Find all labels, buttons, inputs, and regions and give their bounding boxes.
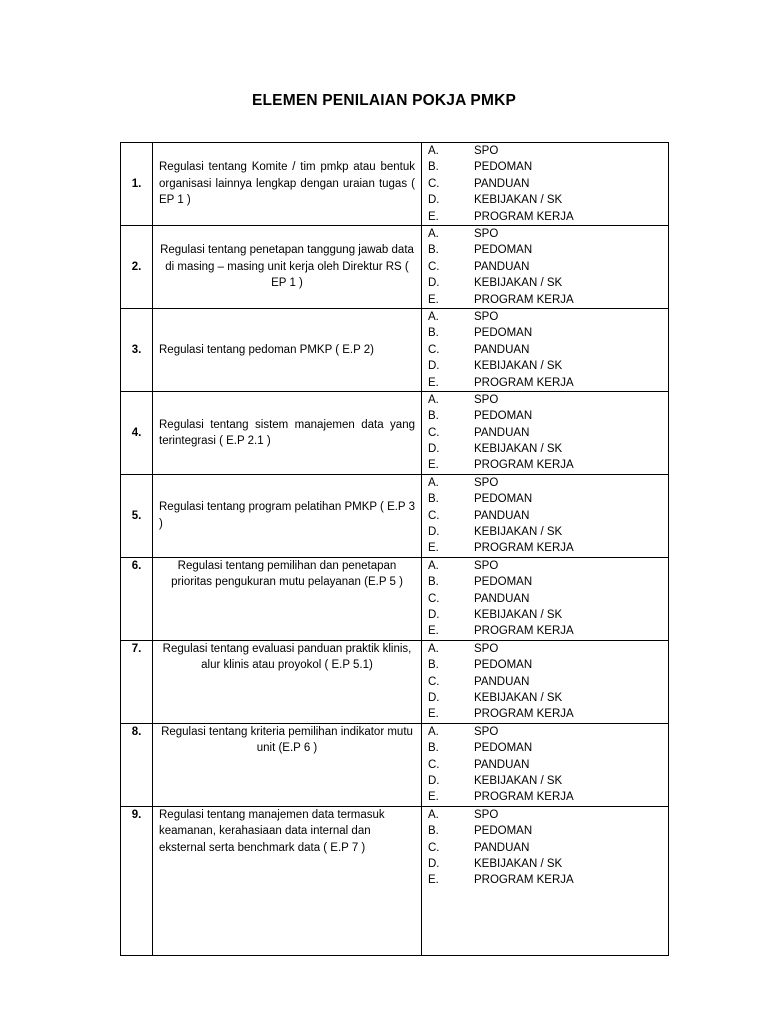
option-label: PROGRAM KERJA [474,791,574,804]
regulation-text: Regulasi tentang pedoman PMKP ( E.P 2) [159,343,375,356]
option-letter: E. [428,874,439,887]
option-letter: A. [428,559,439,572]
option-item [428,840,668,856]
option-list [422,723,669,806]
table-row [121,723,669,806]
option-item [428,508,668,524]
option-letter: D. [428,277,440,290]
option-label: PEDOMAN [474,161,533,174]
option-letter: A. [428,393,439,406]
option-label: PEDOMAN [474,244,533,257]
option-label: SPO [474,642,499,655]
option-letter: C. [428,426,440,439]
option-letter: B. [428,659,439,672]
option-letter: E. [428,625,439,638]
option-letter: A. [428,145,439,157]
option-item [428,674,668,690]
option-letter: D. [428,526,440,539]
table-row [121,143,669,226]
regulation-text: Regulasi tentang sistem manajemen data yang terintegrasi ( E.P 2.1 ) [159,418,415,447]
option-letter: E. [428,293,439,306]
option-item [428,641,668,657]
option-label: SPO [474,145,499,157]
option-list [422,226,669,309]
option-letter: E. [428,376,439,389]
option-item [428,275,668,291]
row-number: 2. [121,226,153,309]
option-label: PROGRAM KERJA [474,210,574,223]
regulation-text: Regulasi tentang program pelatihan PMKP ( E.P 3 ) [159,501,415,530]
option-item [428,242,668,258]
option-letter: C. [428,177,440,190]
option-letter: A. [428,476,439,489]
table-row [121,557,669,640]
option-letter: B. [428,742,439,755]
option-letter: D. [428,691,440,704]
option-label: PANDUAN [474,509,530,522]
option-list [422,308,669,391]
option-letter: B. [428,161,439,174]
table-row [121,640,669,723]
option-label: PEDOMAN [474,576,533,589]
regulation-text: Regulasi tentang pemilihan dan penetapan prioritas pengukuran mutu pelayanan (E.P 5 ) [171,559,403,589]
option-item [428,540,668,556]
option-item [428,159,668,175]
option-letter: D. [428,857,440,870]
option-label: PANDUAN [474,841,530,854]
option-label: PROGRAM KERJA [474,459,574,472]
option-letter: B. [428,410,439,423]
option-list [422,806,669,955]
option-list [422,640,669,723]
option-item [428,807,668,823]
option-item [428,441,668,457]
option-letter: E. [428,210,439,223]
option-label: KEBIJAKAN / SK [474,194,563,207]
option-letter: A. [428,808,439,821]
row-number: 6. [121,557,153,640]
option-item [428,823,668,839]
option-label: KEBIJAKAN / SK [474,857,563,870]
row-number: 3. [121,308,153,391]
option-letter: B. [428,493,439,506]
option-letter: C. [428,841,440,854]
option-item [428,706,668,722]
option-label: KEBIJAKAN / SK [474,609,563,622]
option-label: PEDOMAN [474,493,533,506]
option-letter: B. [428,327,439,340]
option-item [428,192,668,208]
option-label: SPO [474,725,499,738]
option-label: PROGRAM KERJA [474,376,574,389]
option-item [428,574,668,590]
document-title: ELEMEN PENILAIAN POKJA PMKP [251,92,517,109]
regulation-text: Regulasi tentang kriteria pemilihan indikator mutu unit (E.P 6 ) [161,725,413,755]
option-item [428,607,668,623]
option-letter: D. [428,194,440,207]
option-letter: A. [428,228,439,240]
option-item [428,292,668,308]
option-item [428,408,668,424]
option-letter: B. [428,576,439,589]
option-item [428,209,668,225]
option-label: PEDOMAN [474,410,533,423]
option-item [428,757,668,773]
option-letter: E. [428,542,439,555]
option-letter: A. [428,642,439,655]
option-label: PEDOMAN [474,742,533,755]
option-label: KEBIJAKAN / SK [474,443,563,456]
option-label: KEBIJAKAN / SK [474,360,563,373]
regulation-text: Regulasi tentang Komite / tim pmkp atau bentuk organisasi lainnya lengkap dengan uraian tugas ( EP 1 ) [159,161,415,207]
table-row [121,391,669,474]
row-number: 9. [121,806,153,955]
assessment-table [120,142,669,956]
option-item [428,657,668,673]
option-item [428,457,668,473]
option-label: PEDOMAN [474,327,533,340]
table-row [121,806,669,955]
row-number: 5. [121,474,153,557]
option-item [428,789,668,805]
option-item [428,475,668,491]
option-list [422,143,669,226]
option-letter: A. [428,310,439,323]
option-label: PROGRAM KERJA [474,293,574,306]
option-letter: C. [428,260,440,273]
option-item [428,176,668,192]
option-item [428,872,668,888]
option-letter: C. [428,509,440,522]
option-label: PANDUAN [474,177,530,190]
option-letter: C. [428,592,440,605]
option-label: PROGRAM KERJA [474,625,574,638]
regulation-text: Regulasi tentang penetapan tanggung jawab data di masing – masing unit kerja oleh Direktur RS ( EP 1 ) [160,244,414,290]
row-number: 4. [121,391,153,474]
option-label: KEBIJAKAN / SK [474,526,563,539]
option-item [428,226,668,242]
option-label: PANDUAN [474,426,530,439]
option-item [428,325,668,341]
option-item [428,259,668,275]
option-letter: E. [428,791,439,804]
option-item [428,309,668,325]
option-letter: C. [428,758,440,771]
option-letter: D. [428,443,440,456]
option-label: PROGRAM KERJA [474,708,574,721]
option-item [428,491,668,507]
table-row [121,226,669,309]
option-label: PROGRAM KERJA [474,874,574,887]
option-label: KEBIJAKAN / SK [474,277,563,290]
table-row [121,308,669,391]
option-letter: D. [428,609,440,622]
regulation-text: Regulasi tentang evaluasi panduan praktik klinis, alur klinis atau proyokol ( E.P 5.1) [162,642,412,672]
option-list [422,557,669,640]
option-item [428,143,668,159]
option-letter: C. [428,675,440,688]
option-item [428,623,668,639]
option-item [428,724,668,740]
row-number: 8. [121,723,153,806]
option-item [428,358,668,374]
option-label: SPO [474,393,499,406]
row-number: 7. [121,640,153,723]
option-item [428,856,668,872]
table-row [121,474,669,557]
option-item [428,524,668,540]
option-label: SPO [474,808,499,821]
option-item [428,558,668,574]
option-list [422,391,669,474]
option-letter: B. [428,825,439,838]
option-item [428,591,668,607]
option-label: PANDUAN [474,675,530,688]
option-label: PANDUAN [474,343,530,356]
option-label: SPO [474,310,499,323]
option-label: KEBIJAKAN / SK [474,774,563,787]
option-label: PANDUAN [474,260,530,273]
option-letter: D. [428,360,440,373]
option-label: SPO [474,559,499,572]
option-list [422,474,669,557]
option-item [428,342,668,358]
option-label: PROGRAM KERJA [474,542,574,555]
option-letter: B. [428,244,439,257]
option-item [428,375,668,391]
option-label: PANDUAN [474,592,530,605]
option-label: KEBIJAKAN / SK [474,691,563,704]
option-item [428,392,668,408]
option-item [428,425,668,441]
option-label: SPO [474,228,499,240]
option-label: PANDUAN [474,758,530,771]
regulation-text: Regulasi tentang manajemen data termasuk keamanan, kerahasiaan data internal dan eksternal serta benchmark data ( E.P 7 ) [159,808,385,854]
option-item [428,690,668,706]
option-label: SPO [474,476,499,489]
option-letter: A. [428,725,439,738]
option-letter: C. [428,343,440,356]
option-item [428,773,668,789]
option-item [428,740,668,756]
option-label: PEDOMAN [474,825,533,838]
row-number: 1. [121,143,153,226]
option-letter: E. [428,708,439,721]
option-label: PEDOMAN [474,659,533,672]
option-letter: D. [428,774,440,787]
option-letter: E. [428,459,439,472]
